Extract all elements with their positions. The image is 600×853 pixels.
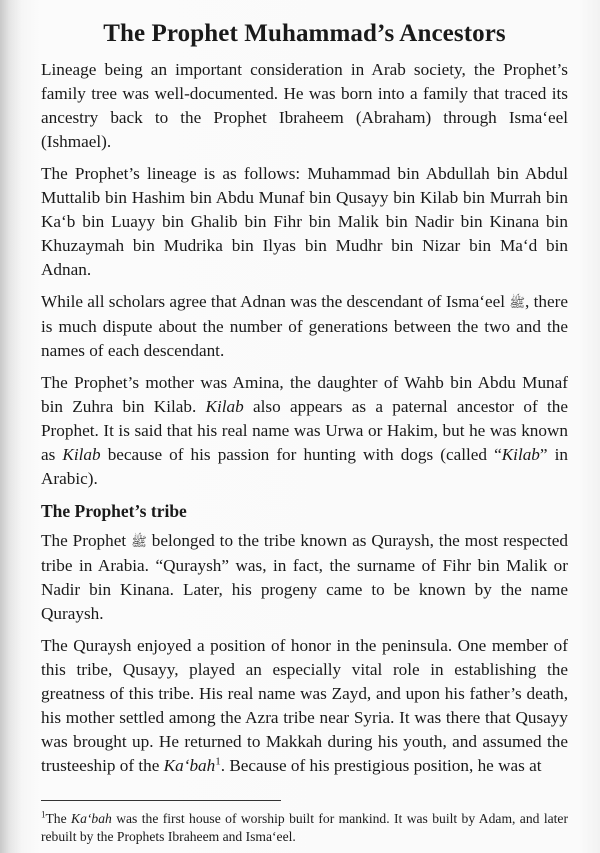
paragraph-qusayy — [41, 634, 568, 778]
italic-term: Kilab — [501, 445, 540, 464]
italic-term: Kilab — [62, 445, 101, 464]
text-run: The Quraysh enjoyed a position of honor in the peninsula. One member of this tribe, Qusayy, played an especially vital role in establishing the greatness of this tribe. His real name was Zayd, and upon his father’s death, his mother settled among the Azra tribe near Syria. It was there that Qusayy was brought up. He returned to Makkah during his youth, and assumed the trusteeship of the — [41, 636, 568, 775]
text-run: While all scholars agree that Adnan was the descendant of Isma‘eel — [41, 292, 510, 311]
paragraph-lineage-intro — [41, 58, 568, 154]
text-run: . Because of his prestigious position, he was at — [220, 756, 542, 775]
footnote-marker: 1 — [41, 809, 46, 820]
text-run: also appears as a paternal ancestor of the Prophet. It is said that his real name was Urwa or Hakim, but he was known as — [41, 397, 568, 464]
paragraph-mother — [41, 371, 568, 491]
text-run: , there is much dispute about the number of generations between the two and the names of each descendant. — [41, 292, 568, 360]
text-run: The — [45, 811, 72, 826]
section-heading: The Prophet’s tribe — [41, 501, 187, 521]
footnote-reference[interactable]: 1 — [215, 755, 221, 768]
honorific-symbol: ﷺ — [509, 295, 526, 310]
footnote-divider — [41, 800, 281, 801]
text-run: was the first house of worship built for mankind. It was built by Adam, and later rebuilt by the Prophets Ibraheem and Isma‘eel. — [41, 811, 568, 844]
text-run: The Prophet — [41, 531, 132, 550]
footnote — [41, 810, 568, 846]
text-run: because of his passion for hunting with dogs (called “ — [100, 445, 502, 464]
text-run: ” in Arabic). — [41, 445, 568, 488]
italic-term: Ka‘bah — [71, 811, 112, 826]
paragraph-lineage-list — [41, 162, 568, 282]
italic-term: Ka‘bah — [163, 756, 216, 775]
paragraph-text: Lineage being an important consideration in Arab society, the Prophet’s family tree was well-documented. He was born into a family that traced its ancestry back to the Prophet Ibraheem (Abraham) through Isma‘eel (Ishmael). — [41, 60, 568, 151]
honorific-symbol: ﷺ — [131, 534, 147, 549]
page-title: The Prophet Muhammad’s Ancestors — [103, 20, 506, 47]
paragraph-adnan — [41, 290, 568, 363]
italic-term: Kilab — [205, 397, 244, 416]
text-run: belonged to the tribe known as Quraysh, the most respected tribe in Arabia. “Quraysh” was, in fact, the surname of Fihr bin Malik or Nadir bin Kinana. Later, his progeny came to be known by the name Quraysh. — [41, 531, 568, 623]
page-body — [41, 18, 568, 778]
paragraph-text: The Prophet’s lineage is as follows: Muhammad bin Abdullah bin Abdul Muttalib bin Hashim bin Abdu Munaf bin Qusayy bin Kilab bin Murrah bin Ka‘b bin Luayy bin Ghalib bin Fihr bin Malik bin Nadir bin Kinana bin Khuzaymah bin Mudrika bin Ilyas bin Mudhr bin Nizar bin Ma‘d bin Adnan. — [41, 164, 568, 279]
paragraph-tribe — [41, 529, 568, 626]
text-run: The Prophet’s mother was Amina, the daughter of Wahb bin Abdu Munaf bin Zuhra bin Kilab. — [41, 373, 568, 416]
